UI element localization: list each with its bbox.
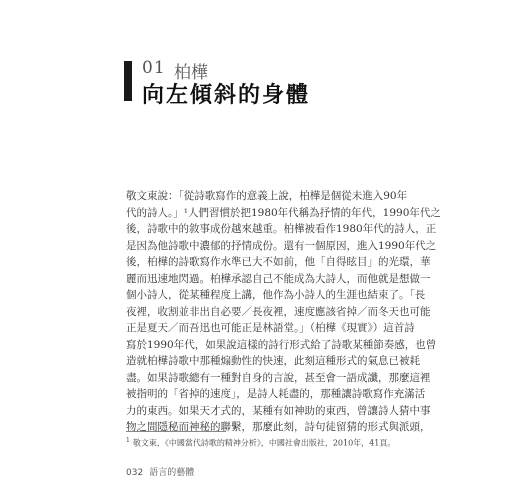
body-line: 後，柏樺的詩歌寫作水準已大不如前，他「自得眩目」的光環，華 — [126, 256, 431, 268]
body-line: 代的詩人。」¹人們習慣於把1980年代稱為抒情的年代，1990年代之 — [126, 206, 441, 219]
body-line: 敬文東說：「從詩歌寫作的意義上說，柏樺是個從未進入90年 — [126, 190, 408, 202]
page-footer — [126, 465, 194, 478]
body-line: 物之間隱秘而神秘的聯繫，那麼此刻，詩句徒留猜的形式與派頭， — [126, 421, 431, 433]
body-line: 麗而迅速地閃過。柏樺承認自己不能成為大詩人，而他就是想做一 — [126, 272, 431, 285]
body-line: 造就柏樺詩歌中那種煽動性的快速，此刻這種形式的氣息已被耗 — [126, 355, 420, 367]
body-line: 正是夏天／而吾迅也可能正是林語堂。」（柏樺《現實》）這首詩 — [126, 322, 415, 334]
body-text — [126, 188, 441, 436]
chapter-poet-name: 柏樺 — [174, 63, 208, 83]
footnote-text: 敬文東，《中國當代詩歌的精神分析》，中國社會出版社，2010年，41頁。 — [132, 438, 396, 448]
page-number: 032 — [126, 468, 144, 478]
chapter-number: 01 — [142, 58, 166, 78]
body-line: 寫於1990年代，如果說這樣的詩行形式給了詩歌某種節奏感，也曾 — [126, 338, 437, 351]
body-line: 後，詩歌中的敘事成份越來越重。柏樺被看作1980年代的詩人，正 — [126, 223, 437, 235]
running-book-title: 語言的藝體 — [149, 468, 195, 478]
footnote-marker: 1 — [126, 437, 130, 444]
body-line: 被指明的「省掉的速度」，是詩人耗盡的，那種讓詩歌寫作充滿活 — [126, 388, 426, 400]
body-line: 力的東西。如果天才式的，某種有如神助的東西，曾讓詩人猜中事 — [126, 404, 431, 417]
footnote-divider — [126, 431, 226, 432]
body-line: 夜裡，收割並非出自必要／長夜裡，速度應該省掉／而冬天也可能 — [126, 305, 431, 318]
chapter-title: 向左傾斜的身體 — [142, 82, 311, 108]
body-line: 個小詩人，從某種程度上講，他作為小詩人的生涯也結束了。「長 — [126, 289, 426, 301]
chapter-marker-bar — [124, 61, 132, 101]
body-line: 盡。如果詩歌總有一種對自身的言說，甚至會一語成讖，那麼這裡 — [126, 371, 431, 384]
body-line: 是因為他詩歌中濃郁的抒情成份。還有一個原因，進入1990年代之 — [126, 239, 437, 252]
footnote — [126, 437, 396, 449]
